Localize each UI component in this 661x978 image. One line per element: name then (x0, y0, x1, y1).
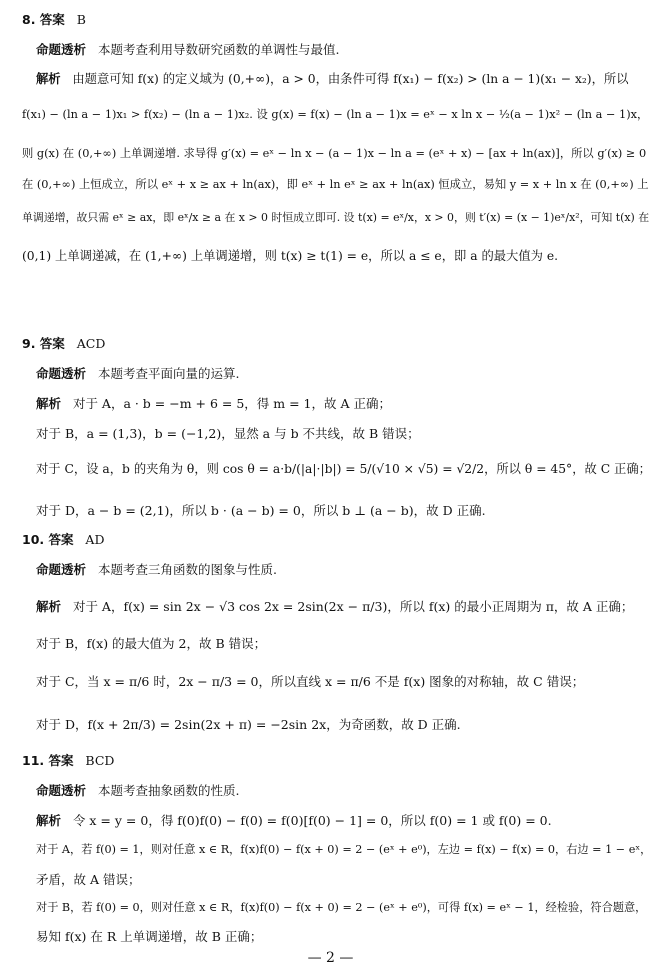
q8-line: 由题意可知 f(x) 的定义域为 (0,+∞)，a > 0，由条件可得 f(x₁) − f(x₂) > (ln a − 1)(x₁ − x₂)，所以 (72, 72, 629, 86)
q9-answer-label: 9. 答案 (22, 336, 65, 351)
q8-intent-label: 命题透析 (36, 42, 87, 57)
q9-solution-label: 解析 (36, 396, 62, 411)
q8-intent-line (36, 42, 339, 57)
q8-line: 则 g(x) 在 (0,+∞) 上单调递增. 求导得 g′(x) = eˣ − ln x − (a − 1)x − ln a = (eˣ + x) − [ax + ln(ax)]，所以 g′(x) ≥ 0 (22, 147, 647, 160)
q10-answer: AD (85, 532, 105, 547)
page-number: — 2 — (307, 950, 354, 966)
q10-line: 对于 D，f(x + 2π/3) = 2sin(2x + π) = −2sin 2x，为奇函数，故 D 正确. (36, 717, 461, 732)
q10-line: 对于 B，f(x) 的最大值为 2，故 B 错误； (36, 636, 267, 651)
q10-intent-label: 命题透析 (36, 562, 87, 577)
q8-solution-label: 解析 (36, 72, 61, 86)
q11-intent: 本题考查抽象函数的性质. (97, 783, 240, 798)
q11-answer-line (22, 753, 114, 768)
q11-line: 对于 B，若 f(0) = 0，则对任意 x ∈ R，f(x)f(0) − f(x + 0) = 2 − (eˣ + e⁰)，可得 f(x) = eˣ − 1，经检验，符合题意， (36, 901, 647, 914)
q8-answer: B (76, 12, 86, 27)
q10-answer-label: 10. 答案 (22, 532, 74, 547)
q9-intent-label: 命题透析 (36, 366, 87, 381)
q11-solution-line-1 (36, 813, 552, 828)
q9-line: 对于 B，a = (1,3)，b = (−1,2)，显然 a 与 b 不共线，故 B 错误； (36, 426, 420, 441)
q11-line: 矛盾，故 A 错误； (36, 872, 141, 887)
q11-answer: BCD (85, 753, 115, 768)
q10-solution-line-1 (36, 599, 633, 614)
q11-line: 对于 A，若 f(0) = 1，则对任意 x ∈ R，f(x)f(0) − f(x + 0) = 2 − (eˣ + e⁰)，左边 = f(x) − f(x) = 0，右边 = 1 − eˣ， (36, 843, 652, 856)
q8-line: 单调递增，故只需 eˣ ≥ ax，即 eˣ/x ≥ a 在 x > 0 时恒成立即可. 设 t(x) = eˣ/x，x > 0，则 t′(x) = (x − 1)eˣ/x²，可知 t(x) 在 (22, 211, 650, 224)
q10-intent: 本题考查三角函数的图象与性质. (97, 562, 277, 577)
q11-intent-label: 命题透析 (36, 783, 87, 798)
q9-intent: 本题考查平面向量的运算. (97, 366, 240, 381)
q10-answer-line (22, 532, 104, 547)
q8-answer-label: 8. 答案 (22, 12, 65, 27)
q9-line: 对于 A，a · b = −m + 6 = 5，得 m = 1，故 A 正确； (72, 396, 391, 411)
q9-intent-line (36, 366, 239, 381)
q8-line: 在 (0,+∞) 上恒成立，所以 eˣ + x ≥ ax + ln(ax)，即 eˣ + ln eˣ ≥ ax + ln(ax) 恒成立，易知 y = x + ln x 在 (0,+∞) 上 (22, 178, 649, 191)
q8-answer-line (22, 12, 86, 27)
q11-line: 易知 f(x) 在 R 上单调递增，故 B 正确； (36, 929, 263, 944)
q10-line: 对于 C，当 x = π/6 时，2x − π/3 = 0，所以直线 x = π/6 不是 f(x) 图象的对称轴，故 C 错误； (36, 674, 585, 689)
q10-solution-label: 解析 (36, 599, 62, 614)
q10-intent-line (36, 562, 277, 577)
q8-line: (0,1) 上单调递减，在 (1,+∞) 上单调递增，则 t(x) ≥ t(1) = e，所以 a ≤ e，即 a 的最大值为 e. (22, 249, 559, 263)
q8-intent: 本题考查利用导数研究函数的单调性与最值. (97, 42, 340, 57)
q9-line: 对于 D，a − b = (2,1)，所以 b · (a − b) = 0，所以 b ⊥ (a − b)，故 D 正确. (36, 503, 486, 518)
q9-answer-line (22, 336, 105, 351)
q8-solution-line-1 (36, 72, 629, 87)
q11-line: 令 x = y = 0，得 f(0)f(0) − f(0) = f(0)[f(0) − 1] = 0，所以 f(0) = 1 或 f(0) = 0. (72, 813, 552, 828)
q8-line: f(x₁) − (ln a − 1)x₁ > f(x₂) − (ln a − 1)x₂. 设 g(x) = f(x) − (ln a − 1)x = eˣ − x ln x − ½(a − 1)x² − (ln a − 1)x， (22, 108, 649, 121)
q9-solution-line-1 (36, 396, 391, 411)
q9-answer: ACD (76, 336, 106, 351)
q9-line: 对于 C，设 a，b 的夹角为 θ，则 cos θ = a·b/(|a|·|b|) = 5/(√10 × √5) = √2/2，所以 θ = 45°，故 C 正确； (36, 462, 651, 476)
q10-line: 对于 A，f(x) = sin 2x − √3 cos 2x = 2sin(2x − π/3)，所以 f(x) 的最小正周期为 π，故 A 正确； (72, 599, 634, 614)
q11-solution-label: 解析 (36, 813, 62, 828)
q11-intent-line (36, 783, 239, 798)
q11-answer-label: 11. 答案 (22, 753, 74, 768)
